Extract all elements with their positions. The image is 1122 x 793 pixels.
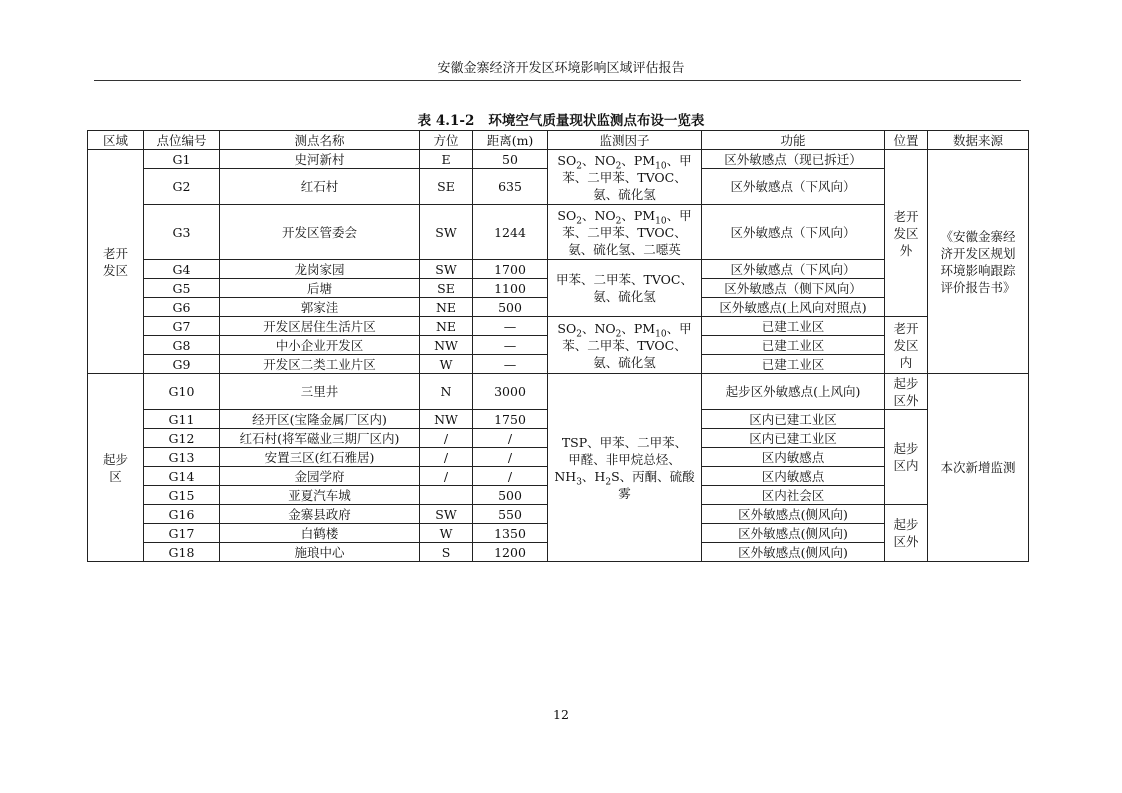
direction-cell: NW xyxy=(420,410,473,429)
point-id-cell: G7 xyxy=(144,317,220,336)
distance-cell: 1750 xyxy=(473,410,548,429)
direction-cell: SE xyxy=(420,169,473,205)
distance-cell: 1244 xyxy=(473,205,548,260)
point-name-cell: 亚夏汽车城 xyxy=(220,486,420,505)
page-number: 12 xyxy=(553,707,569,722)
point-name-cell: 史河新村 xyxy=(220,150,420,169)
point-name-cell: 金寨县政府 xyxy=(220,505,420,524)
point-name-cell: 经开区(宝隆金属厂区内) xyxy=(220,410,420,429)
point-id-cell: G15 xyxy=(144,486,220,505)
distance-cell: 1700 xyxy=(473,260,548,279)
table-row xyxy=(88,374,1029,410)
region-cell: 起步 区 xyxy=(88,374,144,562)
col-header-location: 位置 xyxy=(885,131,928,150)
col-header-distance: 距离(m) xyxy=(473,131,548,150)
factors-cell: $SO_2$、$NO_2$、$PM_{10}$、甲 苯、二甲苯、TVOC、 氨、硫化氢 xyxy=(548,150,702,205)
direction-cell: W xyxy=(420,524,473,543)
direction-cell: / xyxy=(420,429,473,448)
location-cell: 起步 区外 xyxy=(885,505,928,562)
point-id-cell: G18 xyxy=(144,543,220,562)
point-name-cell: 白鹤楼 xyxy=(220,524,420,543)
point-id-cell: G17 xyxy=(144,524,220,543)
point-name-cell: 中小企业开发区 xyxy=(220,336,420,355)
direction-cell: NW xyxy=(420,336,473,355)
distance-cell: 500 xyxy=(473,298,548,317)
location-cell: 老开 发区 外 xyxy=(885,150,928,317)
table-title: 环境空气质量现状监测点布设一览表 xyxy=(488,113,705,129)
col-header-factors: 监测因子 xyxy=(548,131,702,150)
point-name-cell: 后塘 xyxy=(220,279,420,298)
direction-cell: S xyxy=(420,543,473,562)
function-cell: 区外敏感点(上风向对照点) xyxy=(702,298,885,317)
point-id-cell: G2 xyxy=(144,169,220,205)
function-cell: 区外敏感点（下风向） xyxy=(702,169,885,205)
point-id-cell: G6 xyxy=(144,298,220,317)
table-row xyxy=(88,150,1029,169)
direction-cell xyxy=(420,486,473,505)
distance-cell: — xyxy=(473,317,548,336)
point-name-cell: 开发区居住生活片区 xyxy=(220,317,420,336)
data-source-cell: 《安徽金寨经 济开发区规划 环境影响跟踪 评价报告书》 xyxy=(928,150,1029,374)
point-id-cell: G11 xyxy=(144,410,220,429)
distance-cell: 1100 xyxy=(473,279,548,298)
function-cell: 区外敏感点（下风向） xyxy=(702,260,885,279)
point-name-cell: 开发区二类工业片区 xyxy=(220,355,420,374)
function-cell: 区内已建工业区 xyxy=(702,429,885,448)
point-name-cell: 红石村(将军磁业三期厂区内) xyxy=(220,429,420,448)
direction-cell: SW xyxy=(420,205,473,260)
location-cell: 起步 区外 xyxy=(885,374,928,410)
direction-cell: SW xyxy=(420,260,473,279)
point-name-cell: 红石村 xyxy=(220,169,420,205)
point-id-cell: G1 xyxy=(144,150,220,169)
function-cell: 已建工业区 xyxy=(702,336,885,355)
direction-cell: NE xyxy=(420,298,473,317)
point-id-cell: G10 xyxy=(144,374,220,410)
point-id-cell: G4 xyxy=(144,260,220,279)
distance-cell: 635 xyxy=(473,169,548,205)
distance-cell: 1200 xyxy=(473,543,548,562)
direction-cell: / xyxy=(420,467,473,486)
point-name-cell: 三里井 xyxy=(220,374,420,410)
col-header-point-name: 测点名称 xyxy=(220,131,420,150)
point-name-cell: 郭家洼 xyxy=(220,298,420,317)
distance-cell: / xyxy=(473,467,548,486)
factors-cell: TSP、甲苯、二甲苯、 甲醛、非甲烷总烃、 $NH_3$、$H_2S$、丙酮、硫酸 雾 xyxy=(548,374,702,562)
function-cell: 区内已建工业区 xyxy=(702,410,885,429)
function-cell: 区内敏感点 xyxy=(702,448,885,467)
header-rule xyxy=(94,80,1021,81)
col-header-point-id: 点位编号 xyxy=(144,131,220,150)
point-name-cell: 安置三区(红石雅居) xyxy=(220,448,420,467)
point-id-cell: G3 xyxy=(144,205,220,260)
region-cell: 老开 发区 xyxy=(88,150,144,374)
factors-cell: $SO_2$、$NO_2$、$PM_{10}$、甲 苯、二甲苯、TVOC、 氨、硫化氢 xyxy=(548,317,702,374)
factors-cell: 甲苯、二甲苯、TVOC、 氨、硫化氢 xyxy=(548,260,702,317)
distance-cell: / xyxy=(473,429,548,448)
function-cell: 起步区外敏感点(上风向) xyxy=(702,374,885,410)
monitoring-points-table xyxy=(87,130,1029,562)
distance-cell: 50 xyxy=(473,150,548,169)
distance-cell: / xyxy=(473,448,548,467)
data-source-cell: 本次新增监测 xyxy=(928,374,1029,562)
function-cell: 已建工业区 xyxy=(702,317,885,336)
distance-cell: 3000 xyxy=(473,374,548,410)
point-id-cell: G9 xyxy=(144,355,220,374)
direction-cell: NE xyxy=(420,317,473,336)
point-id-cell: G16 xyxy=(144,505,220,524)
col-header-function: 功能 xyxy=(702,131,885,150)
col-header-direction: 方位 xyxy=(420,131,473,150)
page-header: 安徽金寨经济开发区环境影响区域评估报告 xyxy=(437,61,685,76)
direction-cell: E xyxy=(420,150,473,169)
function-cell: 区内社会区 xyxy=(702,486,885,505)
table-caption xyxy=(0,109,1122,129)
function-cell: 区外敏感点（侧下风向） xyxy=(702,279,885,298)
distance-cell: 550 xyxy=(473,505,548,524)
col-header-data-source: 数据来源 xyxy=(928,131,1029,150)
direction-cell: W xyxy=(420,355,473,374)
point-id-cell: G5 xyxy=(144,279,220,298)
distance-cell: — xyxy=(473,355,548,374)
point-name-cell: 开发区管委会 xyxy=(220,205,420,260)
direction-cell: SW xyxy=(420,505,473,524)
factors-cell: $SO_2$、$NO_2$、$PM_{10}$、甲 苯、二甲苯、TVOC、 氨、硫化氢、二噁英 xyxy=(548,205,702,260)
function-cell: 区外敏感点(侧风向) xyxy=(702,505,885,524)
distance-cell: 500 xyxy=(473,486,548,505)
location-cell: 老开 发区 内 xyxy=(885,317,928,374)
point-name-cell: 施琅中心 xyxy=(220,543,420,562)
function-cell: 区外敏感点（下风向） xyxy=(702,205,885,260)
function-cell: 已建工业区 xyxy=(702,355,885,374)
table-row xyxy=(88,317,1029,336)
distance-cell: — xyxy=(473,336,548,355)
point-id-cell: G13 xyxy=(144,448,220,467)
table-header-row xyxy=(88,131,1029,150)
point-id-cell: G14 xyxy=(144,467,220,486)
function-cell: 区外敏感点(侧风向) xyxy=(702,543,885,562)
function-cell: 区外敏感点(侧风向) xyxy=(702,524,885,543)
direction-cell: / xyxy=(420,448,473,467)
function-cell: 区外敏感点（现已拆迁） xyxy=(702,150,885,169)
point-id-cell: G8 xyxy=(144,336,220,355)
function-cell: 区内敏感点 xyxy=(702,467,885,486)
point-id-cell: G12 xyxy=(144,429,220,448)
direction-cell: SE xyxy=(420,279,473,298)
point-name-cell: 龙岗家园 xyxy=(220,260,420,279)
col-header-region: 区域 xyxy=(88,131,144,150)
point-name-cell: 金园学府 xyxy=(220,467,420,486)
location-cell: 起步 区内 xyxy=(885,410,928,505)
direction-cell: N xyxy=(420,374,473,410)
distance-cell: 1350 xyxy=(473,524,548,543)
table-number: 表 4.1-2 xyxy=(417,113,475,129)
